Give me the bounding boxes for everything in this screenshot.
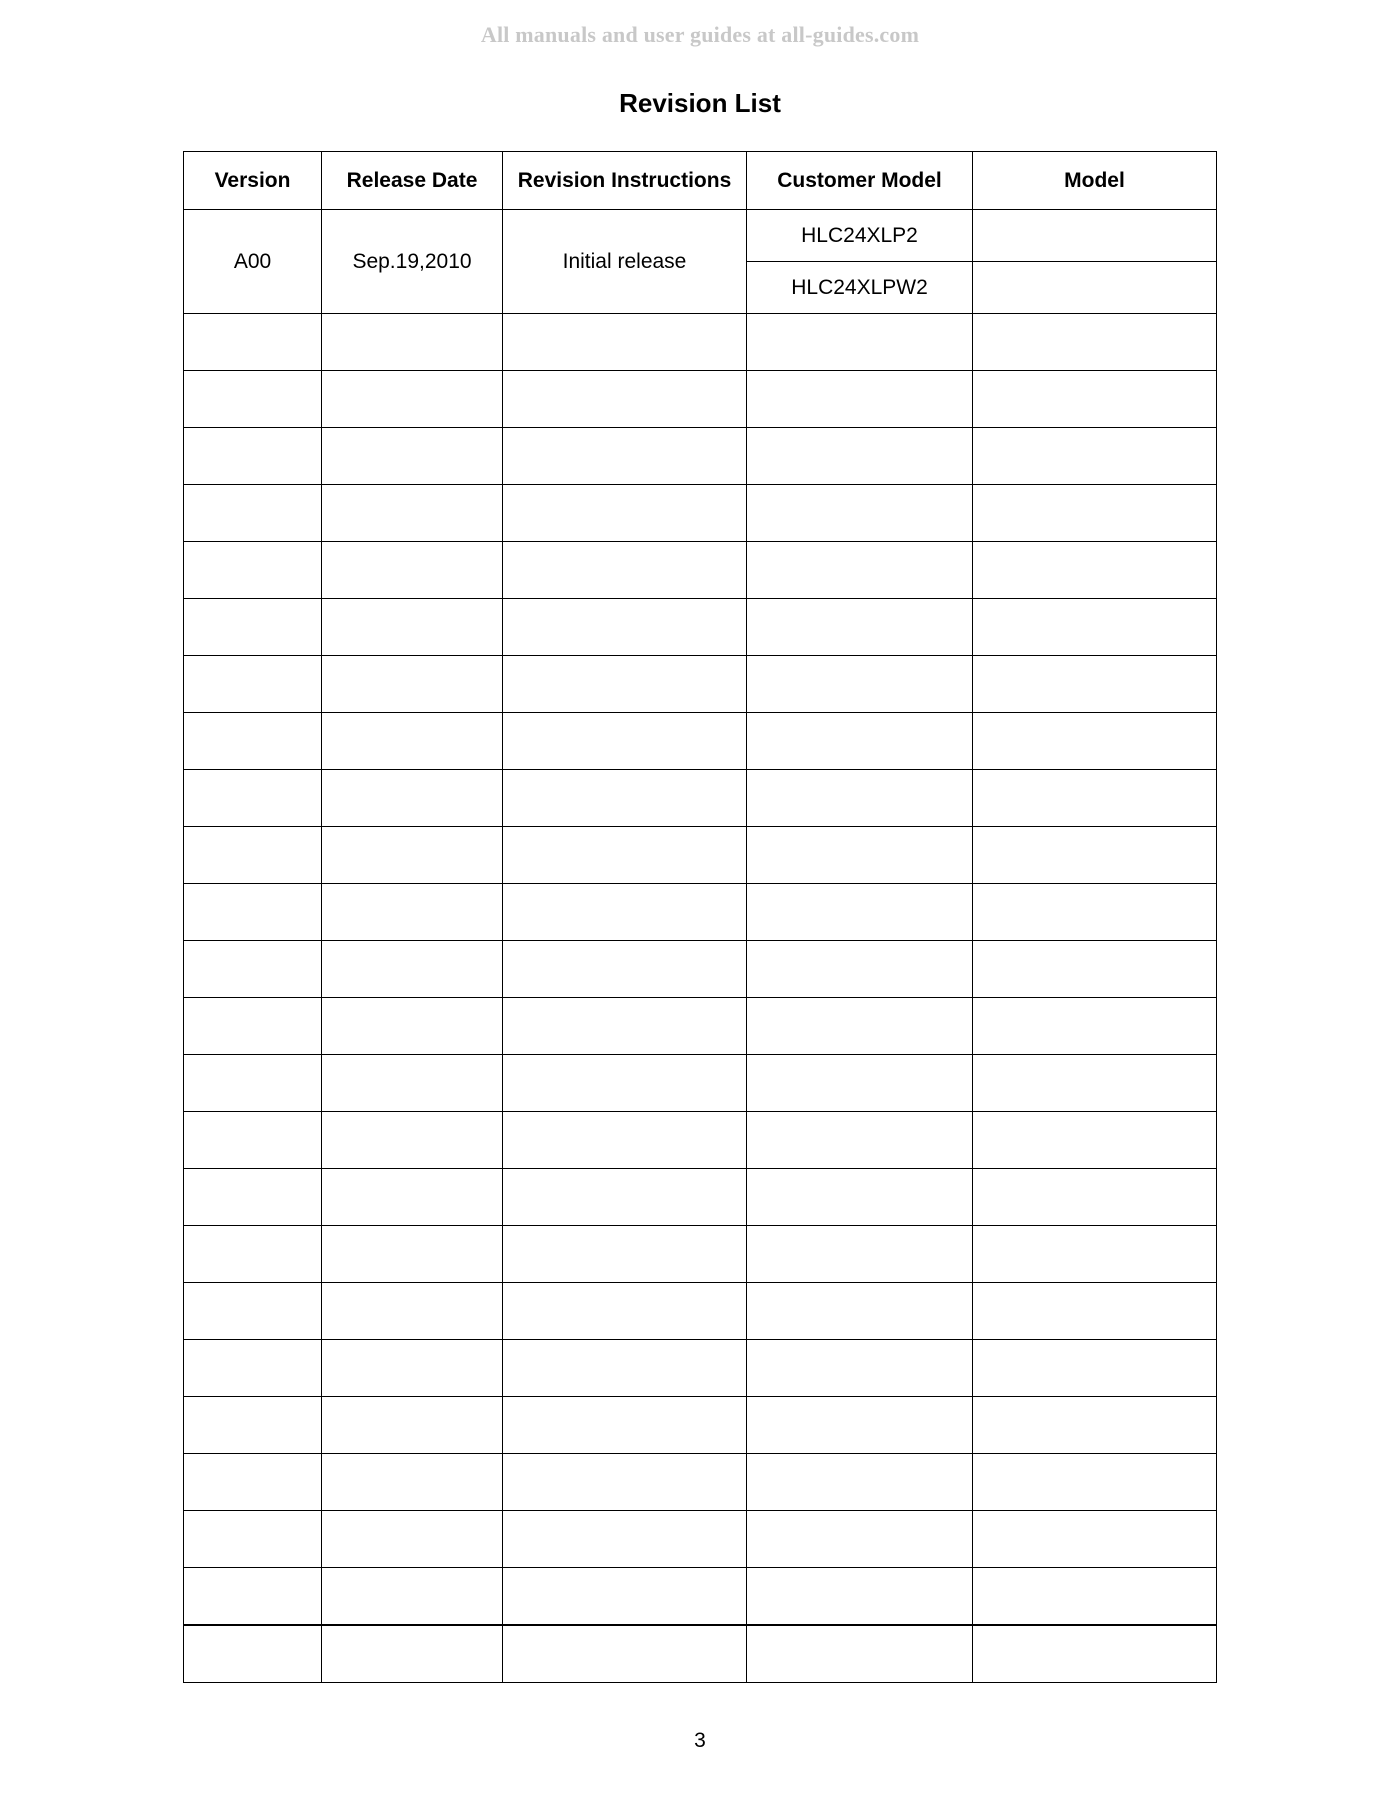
table-cell <box>184 542 322 599</box>
revision-table <box>183 151 1217 1683</box>
table-cell <box>503 656 747 713</box>
table-cell <box>322 941 503 998</box>
table-cell <box>322 599 503 656</box>
table-row <box>184 770 1217 827</box>
customer-model-cell: HLC24XLP2 <box>747 210 973 262</box>
table-cell <box>747 1055 973 1112</box>
table-row <box>184 428 1217 485</box>
table-cell <box>503 1340 747 1397</box>
table-row <box>184 314 1217 371</box>
table-cell <box>973 770 1217 827</box>
table-cell <box>973 1112 1217 1169</box>
release-date-cell: Sep.19,2010 <box>322 210 503 314</box>
table-cell <box>184 1568 322 1626</box>
table-cell <box>747 485 973 542</box>
table-cell <box>747 599 973 656</box>
table-cell <box>973 1625 1217 1683</box>
table-cell <box>184 599 322 656</box>
table-cell <box>184 1055 322 1112</box>
table-cell <box>322 1055 503 1112</box>
table-cell <box>322 428 503 485</box>
table-cell <box>184 1625 322 1683</box>
header-release-date: Release Date <box>322 152 503 210</box>
table-cell <box>322 827 503 884</box>
table-cell <box>184 1169 322 1226</box>
table-cell <box>322 998 503 1055</box>
table-row <box>184 1283 1217 1340</box>
table-cell <box>184 1511 322 1568</box>
table-cell <box>322 656 503 713</box>
table-cell <box>747 998 973 1055</box>
page-number: 3 <box>694 1729 706 1752</box>
table-cell <box>184 371 322 428</box>
table-row <box>184 1112 1217 1169</box>
table-row <box>184 1397 1217 1454</box>
table-cell <box>973 542 1217 599</box>
table-cell <box>973 1226 1217 1283</box>
table-cell <box>973 1568 1217 1626</box>
table-cell <box>184 1226 322 1283</box>
table-cell <box>973 485 1217 542</box>
table-cell <box>973 713 1217 770</box>
table-cell <box>503 542 747 599</box>
customer-model-cell: HLC24XLPW2 <box>747 262 973 314</box>
table-cell <box>503 1226 747 1283</box>
header-customer-model: Customer Model <box>747 152 973 210</box>
table-cell <box>747 713 973 770</box>
header-version: Version <box>184 152 322 210</box>
table-cell <box>322 1511 503 1568</box>
table-cell <box>973 1397 1217 1454</box>
table-cell <box>747 428 973 485</box>
table-cell <box>747 542 973 599</box>
table-cell <box>184 770 322 827</box>
table-cell <box>503 1397 747 1454</box>
table-cell <box>184 1397 322 1454</box>
version-cell: A00 <box>184 210 322 314</box>
table-row <box>184 371 1217 428</box>
table-cell <box>503 1283 747 1340</box>
table-cell <box>747 1112 973 1169</box>
table-cell <box>322 371 503 428</box>
watermark: All manuals and user guides at all-guides.com <box>480 22 920 47</box>
table-cell <box>184 485 322 542</box>
table-cell <box>747 770 973 827</box>
model-cell <box>973 210 1217 262</box>
table-cell <box>184 713 322 770</box>
table-cell <box>503 428 747 485</box>
table-cell <box>184 827 322 884</box>
table-row <box>184 713 1217 770</box>
table-cell <box>322 1340 503 1397</box>
table-row <box>184 1625 1217 1683</box>
table-cell <box>973 371 1217 428</box>
table-cell <box>973 884 1217 941</box>
table-cell <box>322 884 503 941</box>
table-cell <box>973 314 1217 371</box>
table-cell <box>503 998 747 1055</box>
table-row <box>184 1454 1217 1511</box>
table-cell <box>747 1568 973 1626</box>
table-cell <box>747 1625 973 1683</box>
table-row <box>184 485 1217 542</box>
table-cell <box>322 485 503 542</box>
table-row <box>184 941 1217 998</box>
table-cell <box>503 314 747 371</box>
table-cell <box>973 1454 1217 1511</box>
table-row <box>184 1169 1217 1226</box>
table-cell <box>322 1112 503 1169</box>
table-row <box>184 1055 1217 1112</box>
table-cell <box>322 1397 503 1454</box>
table-cell <box>747 1454 973 1511</box>
table-cell <box>747 941 973 998</box>
table-cell <box>747 314 973 371</box>
table-cell <box>747 884 973 941</box>
table-cell <box>973 428 1217 485</box>
table-cell <box>184 941 322 998</box>
table-row <box>184 656 1217 713</box>
table-row <box>184 827 1217 884</box>
table-cell <box>322 1568 503 1626</box>
table-cell <box>184 1112 322 1169</box>
table-cell <box>503 827 747 884</box>
revision-instructions-cell: Initial release <box>503 210 747 314</box>
table-cell <box>503 1568 747 1626</box>
table-row <box>184 884 1217 941</box>
table-cell <box>973 1055 1217 1112</box>
table-cell <box>747 656 973 713</box>
table-cell <box>503 1511 747 1568</box>
table-cell <box>184 884 322 941</box>
table-row <box>184 599 1217 656</box>
table-cell <box>184 314 322 371</box>
table-row <box>184 1568 1217 1626</box>
table-row <box>184 1511 1217 1568</box>
table-row <box>184 1340 1217 1397</box>
table-cell <box>184 1454 322 1511</box>
table-row <box>184 998 1217 1055</box>
table-cell <box>973 1511 1217 1568</box>
table-cell <box>747 827 973 884</box>
table-row <box>184 1226 1217 1283</box>
model-cell <box>973 262 1217 314</box>
table-cell <box>747 1340 973 1397</box>
table-cell <box>503 371 747 428</box>
table-cell <box>322 1283 503 1340</box>
table-cell <box>322 1169 503 1226</box>
table-cell <box>322 542 503 599</box>
table-cell <box>747 1169 973 1226</box>
table-cell <box>973 1340 1217 1397</box>
table-row <box>184 210 1217 262</box>
table-cell <box>503 884 747 941</box>
table-cell <box>747 1511 973 1568</box>
table-cell <box>747 1226 973 1283</box>
table-cell <box>184 1283 322 1340</box>
table-cell <box>184 1340 322 1397</box>
table-cell <box>503 1055 747 1112</box>
table-cell <box>973 827 1217 884</box>
table-cell <box>973 1169 1217 1226</box>
table-cell <box>973 998 1217 1055</box>
table-cell <box>503 1112 747 1169</box>
table-cell <box>322 1454 503 1511</box>
table-cell <box>322 1226 503 1283</box>
table-cell <box>973 599 1217 656</box>
table-cell <box>322 314 503 371</box>
table-cell <box>973 941 1217 998</box>
header-model: Model <box>973 152 1217 210</box>
table-row <box>184 542 1217 599</box>
table-cell <box>747 371 973 428</box>
table-cell <box>184 656 322 713</box>
table-cell <box>503 1625 747 1683</box>
table-cell <box>503 941 747 998</box>
table-header-row <box>184 152 1217 210</box>
table-cell <box>503 1169 747 1226</box>
table-cell <box>322 1625 503 1683</box>
table-cell <box>973 656 1217 713</box>
table-cell <box>503 770 747 827</box>
header-revision-instructions: Revision Instructions <box>503 152 747 210</box>
table-cell <box>747 1397 973 1454</box>
table-cell <box>184 428 322 485</box>
table-cell <box>322 713 503 770</box>
table-cell <box>184 998 322 1055</box>
table-cell <box>503 485 747 542</box>
table-cell <box>503 1454 747 1511</box>
table-cell <box>503 599 747 656</box>
page-title: Revision List <box>619 88 781 118</box>
table-cell <box>747 1283 973 1340</box>
table-cell <box>503 713 747 770</box>
table-cell <box>322 770 503 827</box>
table-cell <box>973 1283 1217 1340</box>
